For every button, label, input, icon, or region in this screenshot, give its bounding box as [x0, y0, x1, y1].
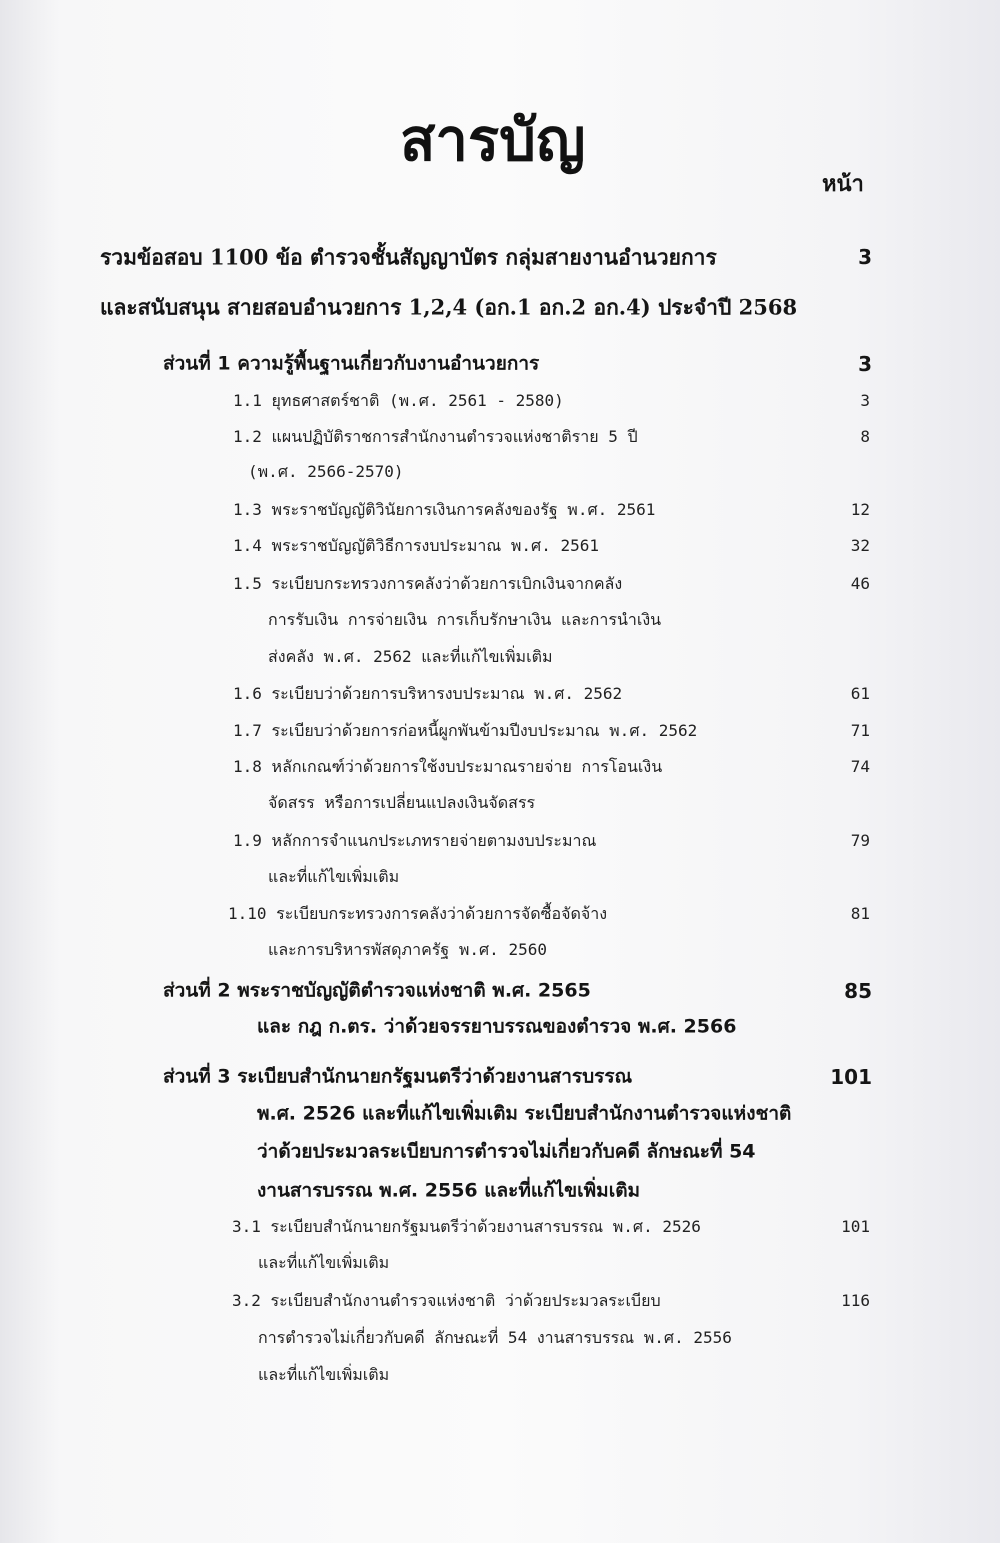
main-entry-line: และสนับสนุน สายสอบอำนวยการ 1,2,4 (อก.1 อก.2 อก.4) ประจำปี 2568	[100, 294, 798, 320]
part3-title-cont: งานสารบรรณ พ.ศ. 2556 และที่แก้ไขเพิ่มเติม	[257, 1179, 641, 1202]
toc-item: 1.3 พระราชบัญญัติวินัยการเงินการคลังของรัฐ พ.ศ. 2561	[233, 500, 656, 519]
toc-item: 1.10 ระเบียบกระทรวงการคลังว่าด้วยการจัดซื้อจัดจ้าง	[228, 904, 608, 923]
toc-item: 1.6 ระเบียบว่าด้วยการบริหารงบประมาณ พ.ศ. 2562	[233, 684, 623, 703]
toc-item-cont: และที่แก้ไขเพิ่มเติม	[268, 867, 400, 886]
toc-item-page: 61	[850, 684, 870, 703]
toc-item-page: 32	[850, 536, 870, 555]
part3-title: ส่วนที่ 3 ระเบียบสำนักนายกรัฐมนตรีว่าด้วยงานสารบรรณ	[163, 1065, 633, 1088]
toc-item: 1.1 ยุทธศาสตร์ชาติ (พ.ศ. 2561 - 2580)	[233, 391, 564, 410]
toc-item-cont: ส่งคลัง พ.ศ. 2562 และที่แก้ไขเพิ่มเติม	[268, 647, 553, 666]
toc-item-page: 8	[860, 427, 870, 446]
toc-item-cont: การรับเงิน การจ่ายเงิน การเก็บรักษาเงิน และการนำเงิน	[268, 610, 662, 629]
toc-item-page: 81	[850, 904, 870, 923]
page-title: สารบัญ	[400, 106, 586, 174]
part2-title-cont: และ กฎ ก.ตร. ว่าด้วยจรรยาบรรณของตำรวจ พ.ศ. 2566	[257, 1015, 737, 1038]
toc-item-cont: และการบริหารพัสดุภาครัฐ พ.ศ. 2560	[268, 940, 547, 959]
part3-title-cont: พ.ศ. 2526 และที่แก้ไขเพิ่มเติม ระเบียบสำนักงานตำรวจแห่งชาติ	[257, 1102, 792, 1125]
toc-item: 1.7 ระเบียบว่าด้วยการก่อหนี้ผูกพันข้ามปีงบประมาณ พ.ศ. 2562	[233, 721, 698, 740]
toc-item: 3.2 ระเบียบสำนักงานตำรวจแห่งชาติ ว่าด้วยประมวลระเบียบ	[232, 1291, 661, 1310]
toc-item-page: 74	[850, 757, 870, 776]
toc-item-cont: และที่แก้ไขเพิ่มเติม	[258, 1365, 390, 1384]
part3-title-cont: ว่าด้วยประมวลระเบียบการตำรวจไม่เกี่ยวกับคดี ลักษณะที่ 54	[257, 1140, 756, 1163]
page-column-header: หน้า	[822, 172, 864, 197]
toc-item-page: 12	[850, 500, 870, 519]
toc-item-page: 79	[850, 831, 870, 850]
toc-item: 3.1 ระเบียบสำนักนายกรัฐมนตรีว่าด้วยงานสารบรรณ พ.ศ. 2526	[232, 1217, 701, 1236]
part1-title: ส่วนที่ 1 ความรู้พื้นฐานเกี่ยวกับงานอำนวยการ	[163, 352, 540, 375]
toc-item-page: 46	[850, 574, 870, 593]
toc-item-page: 71	[850, 721, 870, 740]
toc-item: 1.8 หลักเกณฑ์ว่าด้วยการใช้งบประมาณรายจ่าย การโอนเงิน	[233, 757, 663, 776]
main-entry-line: รวมข้อสอบ 1100 ข้อ ตำรวจชั้นสัญญาบัตร กลุ่มสายงานอำนวยการ	[100, 244, 717, 270]
toc-item: 1.4 พระราชบัญญัติวิธีการงบประมาณ พ.ศ. 2561	[233, 536, 599, 555]
toc-item-cont: การตำรวจไม่เกี่ยวกับคดี ลักษณะที่ 54 งานสารบรรณ พ.ศ. 2556	[258, 1328, 732, 1347]
toc-item: 1.5 ระเบียบกระทรวงการคลังว่าด้วยการเบิกเงินจากคลัง	[233, 574, 623, 593]
toc-item: 1.2 แผนปฏิบัติราชการสำนักงานตำรวจแห่งชาติราย 5 ปี	[233, 427, 638, 446]
toc-item-cont: (พ.ศ. 2566-2570)	[248, 462, 404, 481]
toc-item-cont: จัดสรร หรือการเปลี่ยนแปลงเงินจัดสรร	[268, 793, 536, 812]
main-entry-page: 3	[858, 245, 872, 269]
toc-item-cont: และที่แก้ไขเพิ่มเติม	[258, 1253, 390, 1272]
part1-page: 3	[858, 352, 872, 376]
part2-page: 85	[844, 979, 872, 1003]
toc-item: 1.9 หลักการจำแนกประเภทรายจ่ายตามงบประมาณ	[233, 831, 597, 850]
toc-item-page: 116	[841, 1291, 870, 1310]
part3-page: 101	[830, 1065, 872, 1089]
toc-item-page: 3	[860, 391, 870, 410]
part2-title: ส่วนที่ 2 พระราชบัญญัติตำรวจแห่งชาติ พ.ศ. 2565	[163, 979, 591, 1002]
toc-item-page: 101	[841, 1217, 870, 1236]
